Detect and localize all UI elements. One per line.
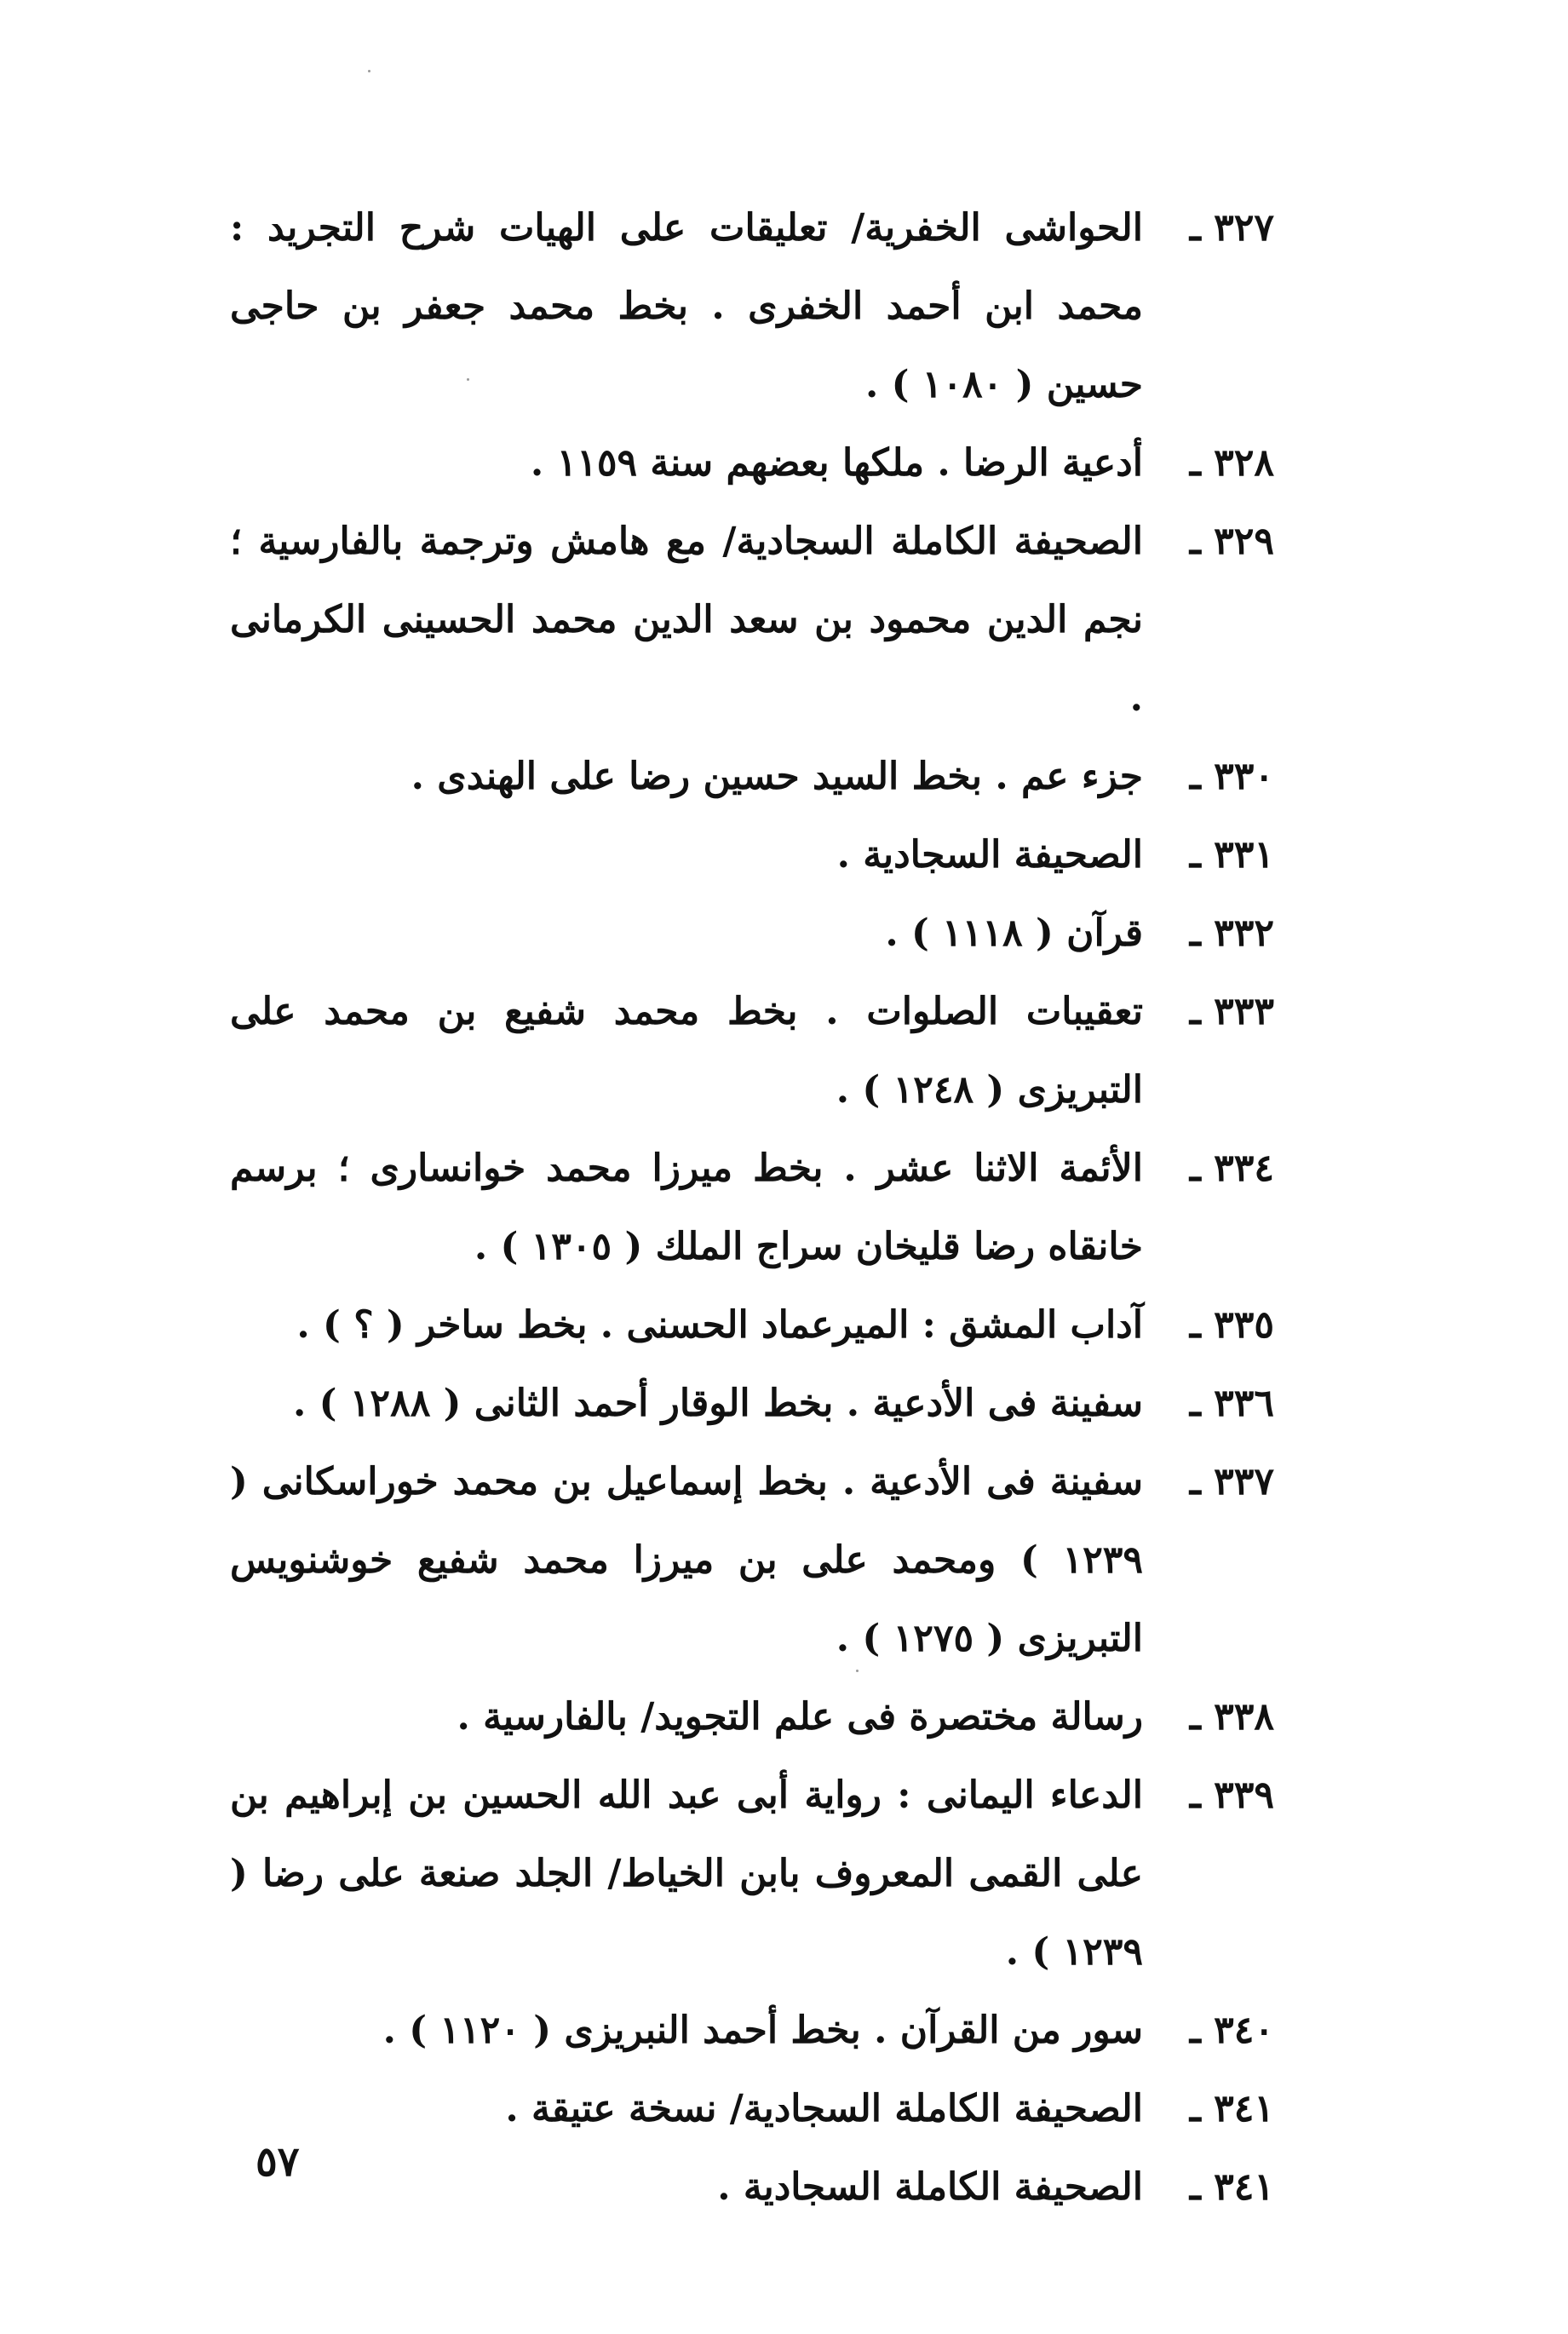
entry-text: قرآن ( ١١١٨ ) . bbox=[885, 911, 1143, 955]
catalog-entry bbox=[230, 503, 1274, 738]
entry-text: رسالة مختصرة فى علم التجويد/ بالفارسية . bbox=[457, 1695, 1143, 1739]
entry-text: الحواشى الخفرية/ تعليقات على الهيات شرح التجريد : محمد ابن أحمد الخفرى . بخط محمد جعفر بن حاجى حسين ( ١٠٨٠ ) . bbox=[230, 206, 1143, 406]
catalog-entry bbox=[230, 424, 1274, 503]
entry-text: جزء عم . بخط السيد حسين رضا على الهندى . bbox=[411, 755, 1143, 798]
entry-text: الصحيفة الكاملة السجادية/ مع هامش وترجمة بالفارسية ؛ نجم الدين محمود بن سعد الدين محمد الحسينى الكرمانى . bbox=[230, 520, 1143, 720]
entry-number: ٣٣٤ ـ bbox=[1189, 1147, 1274, 1190]
entry-text: سور من القرآن . بخط أحمد النبريزى ( ١١٢٠ ) . bbox=[382, 2009, 1143, 2052]
catalog-entry bbox=[230, 1678, 1274, 1756]
catalog-entry bbox=[230, 1286, 1274, 1365]
entry-number: ٣٣٦ ـ bbox=[1189, 1382, 1274, 1425]
catalog-entries bbox=[230, 189, 1274, 2227]
catalog-entry bbox=[230, 189, 1274, 424]
entry-number: ٣٣٩ ـ bbox=[1189, 1773, 1274, 1817]
catalog-entry bbox=[230, 816, 1274, 894]
catalog-entry bbox=[230, 2070, 1274, 2148]
entry-text: أدعية الرضا . ملكها بعضهم سنة ١١٥٩ . bbox=[530, 441, 1143, 485]
entry-text: الصحيفة الكاملة السجادية/ نسخة عتيقة . bbox=[505, 2087, 1143, 2130]
catalog-entry bbox=[230, 894, 1274, 973]
entry-number: ٣٢٧ ـ bbox=[1189, 206, 1274, 250]
catalog-entry bbox=[230, 1365, 1274, 1443]
entry-text: الصحيفة الكاملة السجادية . bbox=[717, 2165, 1143, 2209]
catalog-entry bbox=[230, 1443, 1274, 1678]
page-number: ٥٧ bbox=[256, 2138, 300, 2186]
entry-number: ٣٤١ ـ bbox=[1189, 2087, 1274, 2130]
entry-text: تعقيبات الصلوات . بخط محمد شفيع بن محمد على التبريزى ( ١٢٤٨ ) . bbox=[230, 990, 1143, 1112]
catalog-entry bbox=[230, 738, 1274, 816]
entry-number: ٣٣٢ ـ bbox=[1189, 911, 1274, 955]
entry-number: ٣٣٣ ـ bbox=[1189, 990, 1274, 1033]
catalog-entry bbox=[230, 1756, 1274, 1992]
entry-text: سفينة فى الأدعية . بخط إسماعيل بن محمد خوراسكانى ( ١٢٣٩ ) ومحمد على بن ميرزا محمد شفيع خوشنويس التبريزى ( ١٢٧٥ ) . bbox=[230, 1460, 1143, 1660]
entry-number: ٣٣٧ ـ bbox=[1189, 1460, 1274, 1503]
entry-number: ٣٣٨ ـ bbox=[1189, 1695, 1274, 1739]
scan-speck bbox=[856, 1670, 859, 1672]
entry-text: الدعاء اليمانى : رواية أبى عبد الله الحسين بن إبراهيم بن على القمى المعروف بابن الخياط/ الجلد صنعة على رضا ( ١٢٣٩ ) . bbox=[230, 1773, 1144, 1974]
scan-speck bbox=[467, 378, 469, 381]
entry-text: الصحيفة السجادية . bbox=[836, 833, 1143, 877]
catalog-entry bbox=[230, 1130, 1274, 1286]
catalog-entry bbox=[230, 1992, 1274, 2070]
scan-speck bbox=[368, 70, 370, 72]
entry-number: ٣٢٩ ـ bbox=[1189, 520, 1274, 563]
entry-text: آداب المشق : الميرعماد الحسنى . بخط ساخر ( ؟ ) . bbox=[296, 1303, 1143, 1347]
catalog-entry bbox=[230, 2148, 1274, 2227]
entry-text: الأئمة الاثنا عشر . بخط ميرزا محمد خوانسارى ؛ برسم خانقاه رضا قليخان سراج الملك ( ١٣٠٥ ) . bbox=[230, 1147, 1143, 1268]
entry-number: ٣٣١ ـ bbox=[1189, 833, 1274, 877]
entry-number: ٣٢٨ ـ bbox=[1189, 441, 1274, 485]
entry-number: ٣٣٠ ـ bbox=[1189, 755, 1274, 798]
entry-number: ٣٤٠ ـ bbox=[1189, 2009, 1274, 2052]
entry-number: ٣٣٥ ـ bbox=[1189, 1303, 1274, 1347]
entry-number: ٣٤١ ـ bbox=[1189, 2165, 1274, 2209]
catalog-entry bbox=[230, 973, 1274, 1130]
entry-text: سفينة فى الأدعية . بخط الوقار أحمد الثانى ( ١٢٨٨ ) . bbox=[293, 1382, 1143, 1425]
